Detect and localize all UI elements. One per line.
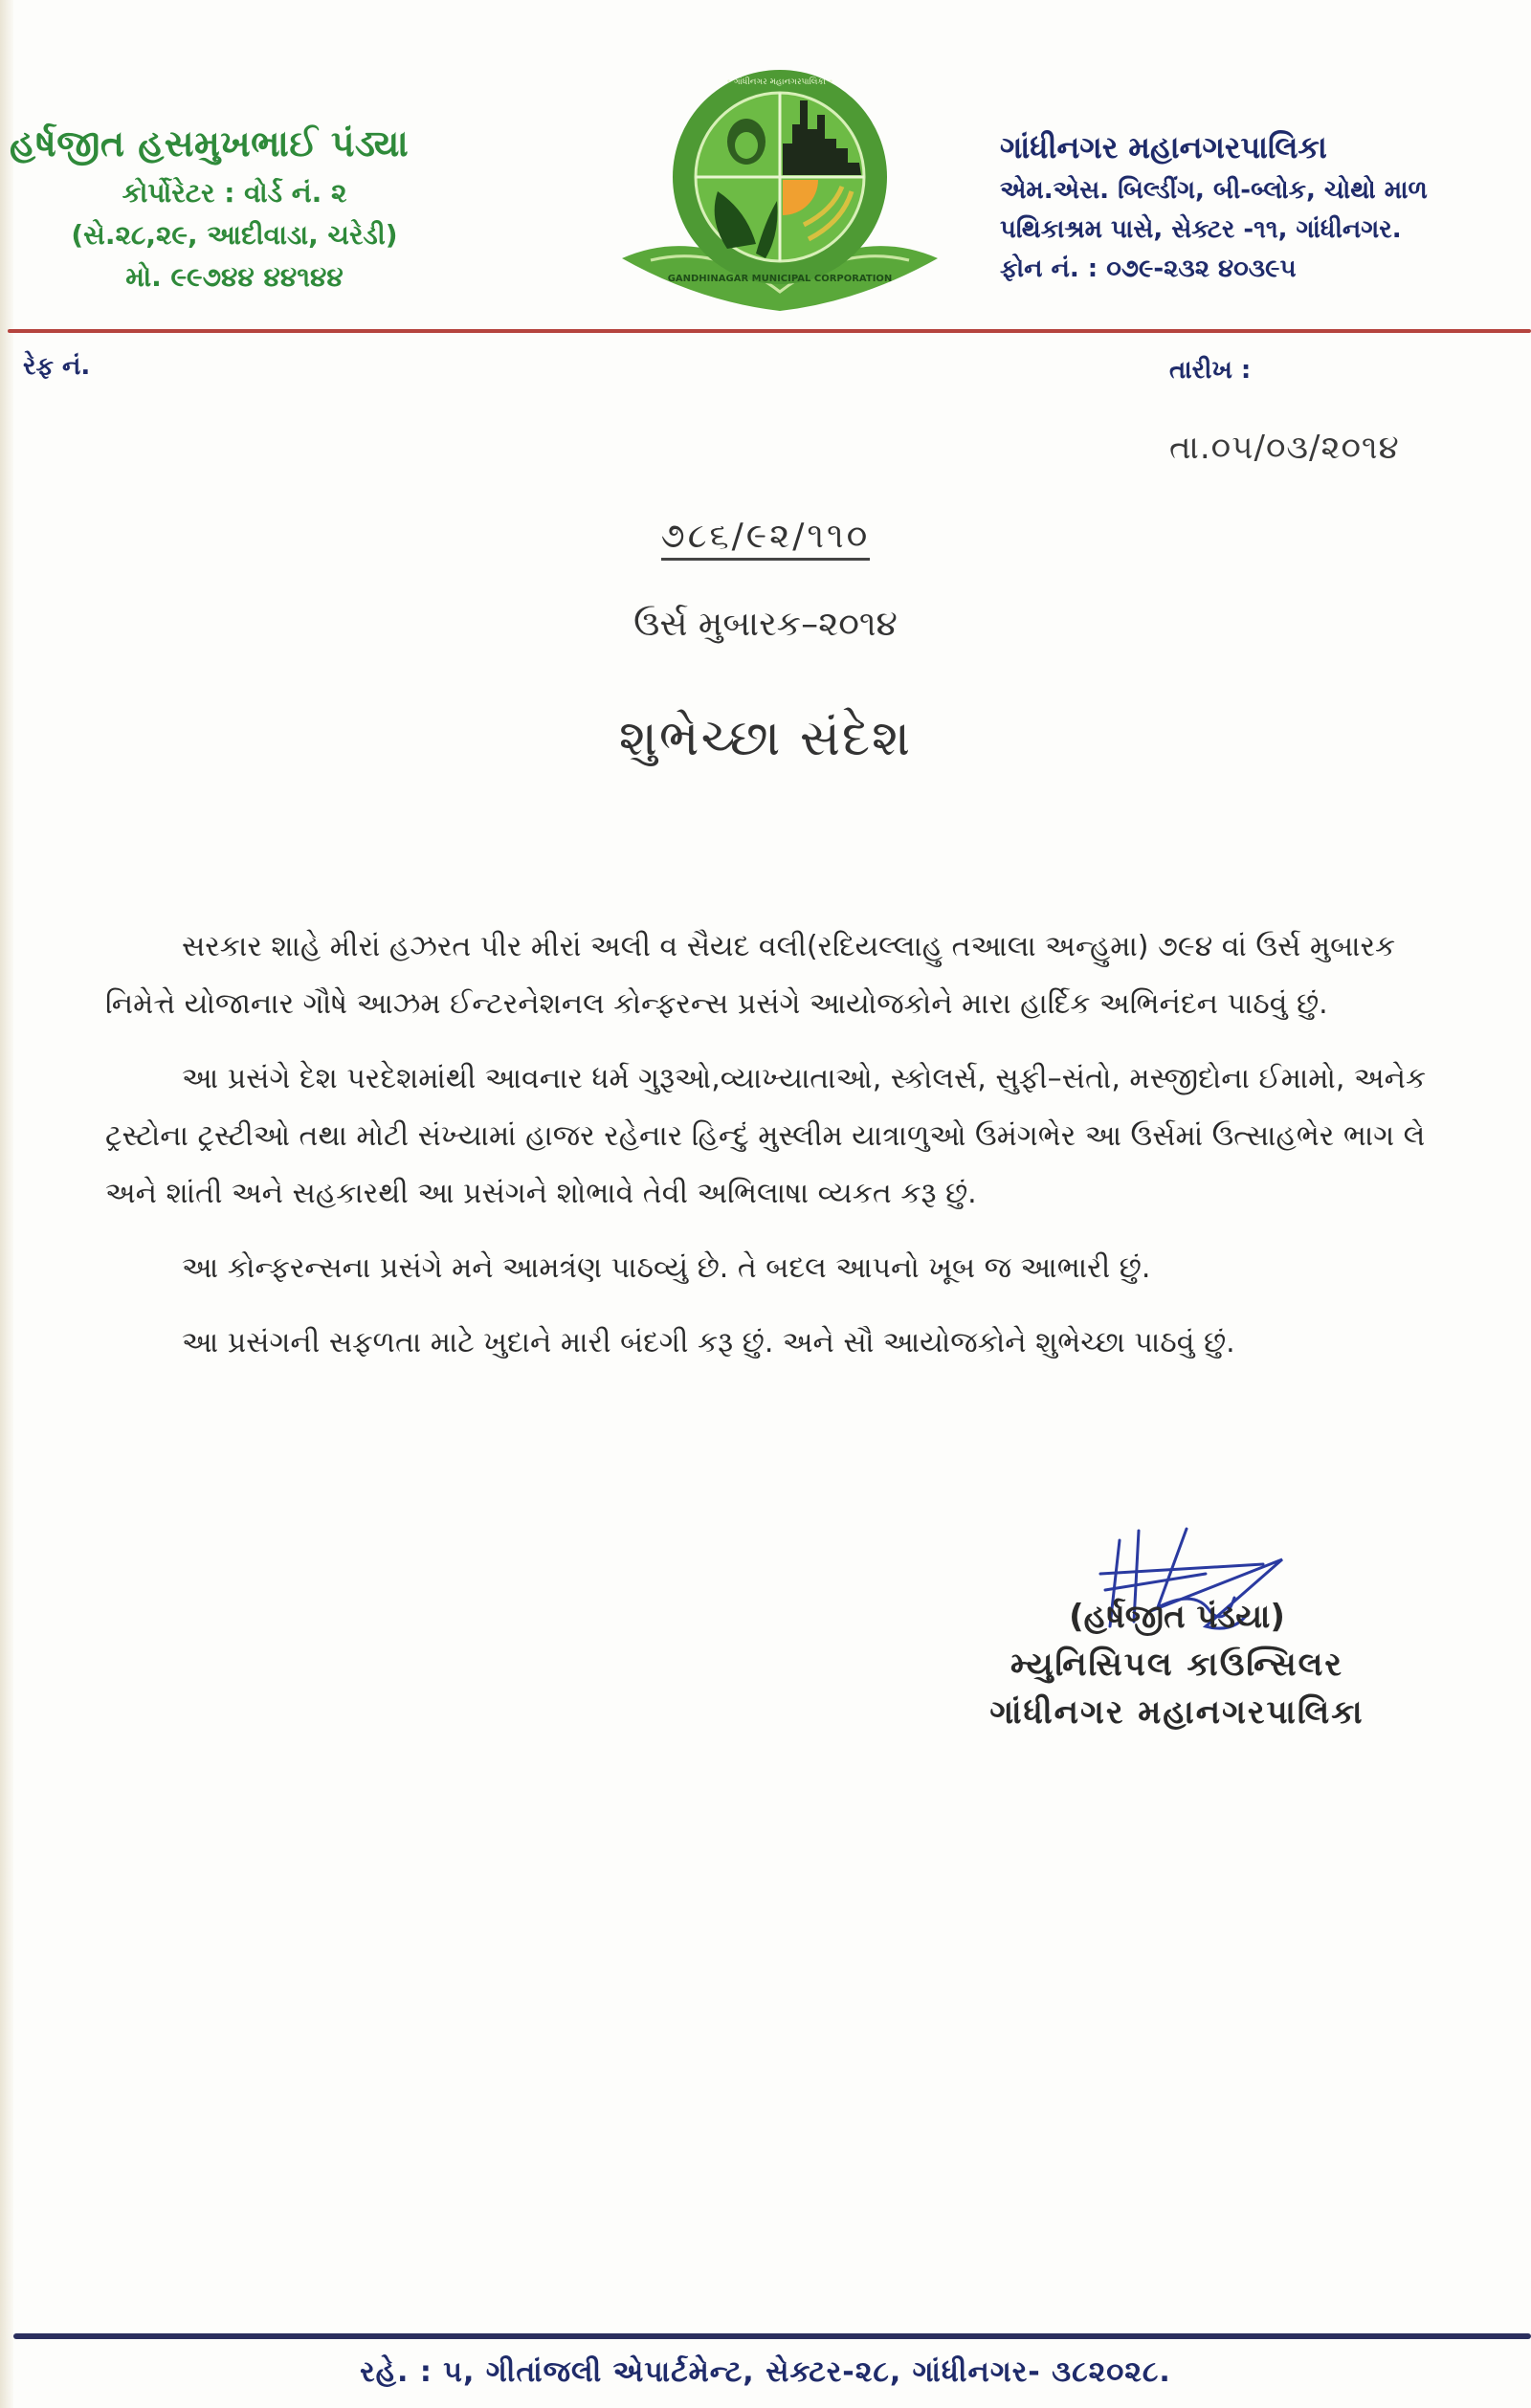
svg-text:• ગાંધીનગર મહાનગરપાલિકા •: • ગાંધીનગર મહાનગરપાલિકા • — [725, 77, 834, 87]
residence-address: રહે. : ૫, ગીતાંજલી એપાર્ટમેન્ટ, સેક્ટર-૨૮, ગાંધીનગર- ૩૮૨૦૨૮. — [360, 2355, 1171, 2389]
page-edge — [0, 0, 13, 2408]
footer-divider — [13, 2333, 1531, 2339]
mobile-number: મો. ૯૯૭૪૪ ૪૪૧૪૪ — [125, 261, 344, 293]
paragraph: આ પ્રસંગે દેશ પરદેશમાંથી આવનાર ધર્મ ગુરૂઓ,વ્યાખ્યાતાઓ, સ્કોલર્સ, સુફી–સંતો, મસ્જીદોના ઈમામો, અનેક ટ્રસ્ટોના ટ્રસ્ટીઓ તથા મોટી સંખ્યામાં હાજર રહેનાર હિન્દું મુસ્લીમ યાત્રાળુઓ ઉમંગભેર આ ઉર્સમાં ઉત્સાહભેર ભાગ લે અને શાંતી અને સહકારથી આ પ્રસંગને શોભાવે તેવી અભિલાષા વ્યકત કરૂ છું. — [105, 1062, 1427, 1210]
letterhead-right — [1000, 129, 1531, 294]
svg-text:GANDHINAGAR MUNICIPAL CORPORAT: GANDHINAGAR MUNICIPAL CORPORATION — [667, 274, 893, 284]
signatory-name: (હર્ષજીત પંડયા) — [1069, 1598, 1285, 1636]
reference-number-text: ૭૮૬/૯૨/૧૧૦ — [661, 517, 871, 561]
office-address-line-1: એમ.એસ. બિલ્ડીંગ, બી-બ્લોક, ચોથો માળ — [1000, 176, 1428, 205]
date-value: તા.૦૫/૦૩/૨૦૧૪ — [1169, 429, 1400, 467]
office-phone: ફોન નં. : ૦૭૯-૨૩૨ ૪૦૩૯૫ — [1000, 254, 1297, 283]
councillor-designation: કોર્પોરેટર : વોર્ડ નં. ૨ — [122, 177, 347, 209]
signatory-organization: ગાંધીનગર મહાનગરપાલિકા — [989, 1693, 1365, 1732]
date-label: તારીખ : — [1169, 356, 1252, 385]
office-address-line-2: પથિકાશ્રમ પાસે, સેક્ટર -૧૧, ગાંધીનગર. — [1000, 215, 1402, 244]
ward-area: (સે.૨૮,૨૯, આદીવાડા, ચરેડી) — [71, 219, 398, 251]
reference-label: રેફ નં. — [23, 352, 91, 381]
paragraph: આ પ્રસંગની સફળતા માટે ખુદાને મારી બંદગી કરૂ છું. અને સૌ આયોજકોને શુભેચ્છા પાઠવું છું. — [182, 1326, 1235, 1359]
letter-title: શુભેચ્છા સંદેશ — [618, 710, 913, 767]
municipal-corporation-logo-icon — [612, 57, 947, 316]
letterhead-left — [10, 122, 459, 303]
header-divider — [8, 329, 1531, 333]
paragraph: આ કોન્ફરન્સના પ્રસંગે મને આમત્રંણ પાઠવ્યું છે. તે બદલ આપનો ખૂબ જ આભારી છું. — [182, 1251, 1151, 1285]
paragraph: સરકાર શાહે મીરાં હઝરત પીર મીરાં અલી વ સૈયદ વલી(રદિયલ્લાહુ તઆલા અન્હુમા) ૭૯૪ વાં ઉર્સ મુબારક નિમેત્તે યોજાનાર ગૌષે આઝમ ઈન્ટરનેશનલ કોન્ફરન્સ પ્રસંગે આયોજકોને મારા હાર્દિક અભિનંદન પાઠવું છું. — [105, 930, 1396, 1021]
organization-name: ગાંધીનગર મહાનગરપાલિકા — [1000, 129, 1327, 166]
signature-block — [919, 1598, 1435, 1741]
letter-reference-number — [0, 517, 1531, 557]
councillor-name: હર્ષજીત હસમુખભાઈ પંડ્યા — [10, 122, 410, 165]
letter-body — [105, 918, 1464, 1389]
letter-subtitle: ઉર્સ મુબારક–૨૦૧૪ — [633, 605, 898, 644]
signatory-designation: મ્યુનિસિપલ કાઉન્સિલર — [1010, 1646, 1343, 1684]
